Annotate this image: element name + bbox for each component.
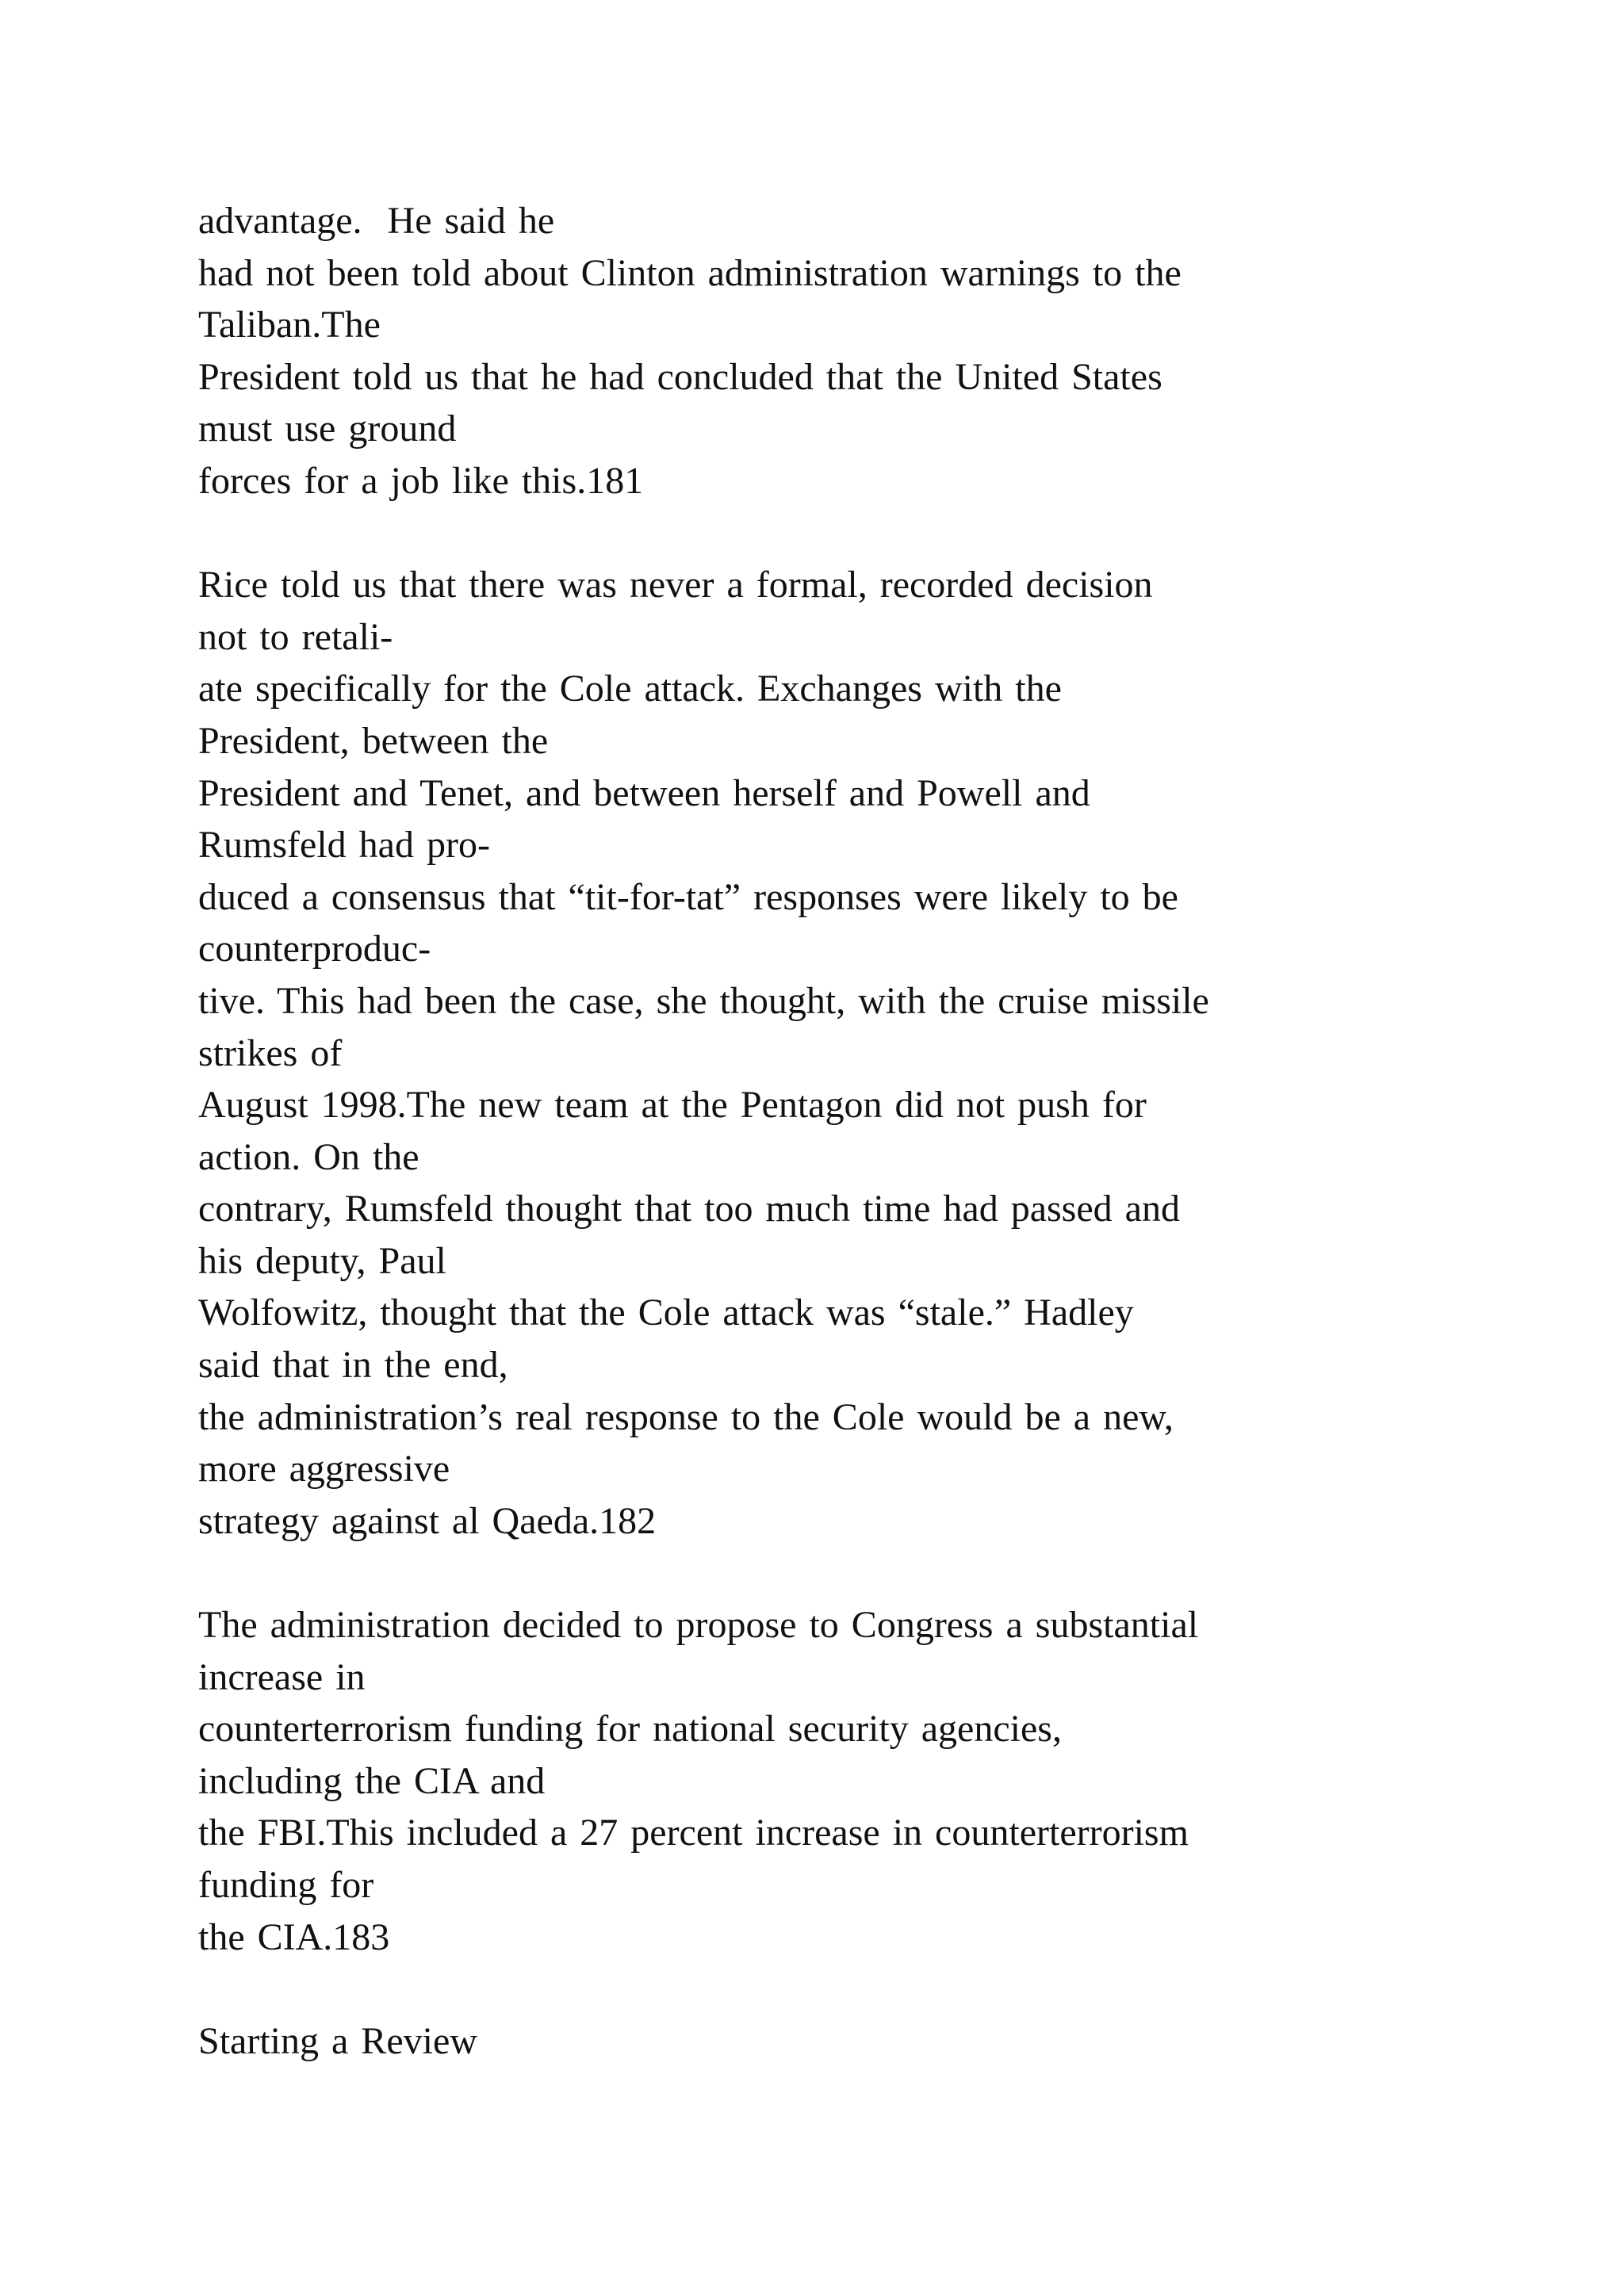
paragraph	[198, 1599, 1562, 1963]
text-line: Taliban.The	[198, 304, 381, 346]
text-line: duced a consensus that “tit-for-tat” responses were likely to be	[198, 875, 1178, 918]
text-line: counterterrorism funding for national security agencies,	[198, 1708, 1062, 1751]
document-text-body	[198, 195, 1562, 2067]
paragraph	[198, 559, 1562, 1547]
text-line: strikes of	[198, 1031, 343, 1074]
text-line: the administration’s real response to the Cole would be a new,	[198, 1395, 1174, 1438]
paragraph-gap	[198, 1547, 1562, 1599]
text-line: contrary, Rumsfeld thought that too much time had passed and	[198, 1188, 1180, 1230]
text-line: said that in the end,	[198, 1344, 508, 1387]
text-line: tive. This had been the case, she thought, with the cruise missile	[198, 979, 1209, 1022]
text-line: Rice told us that there was never a formal, recorded decision	[198, 564, 1153, 607]
text-line: not to retali-	[198, 615, 393, 658]
text-line: the CIA.183	[198, 1915, 390, 1958]
text-line: Rumsfeld had pro-	[198, 824, 490, 867]
text-line: had not been told about Clinton administration warnings to the	[198, 251, 1182, 294]
heading-line: Starting a Review	[198, 2019, 477, 2062]
text-line: strategy against al Qaeda.182	[198, 1499, 657, 1542]
text-line: Wolfowitz, thought that the Cole attack was “stale.” Hadley	[198, 1292, 1134, 1334]
text-line: ate specifically for the Cole attack. Exchanges with the	[198, 668, 1062, 710]
text-line: increase in	[198, 1655, 366, 1698]
text-line: counterproduc-	[198, 928, 431, 970]
text-line: more aggressive	[198, 1448, 450, 1490]
text-line: President, between the	[198, 719, 549, 762]
text-line: President and Tenet, and between herself and Powell and	[198, 771, 1090, 814]
text-line: President told us that he had concluded that the United States	[198, 355, 1162, 398]
text-line: the FBI.This included a 27 percent increase in counterterrorism	[198, 1812, 1189, 1854]
section-heading	[198, 2015, 1562, 2068]
text-line: forces for a job like this.181	[198, 459, 644, 502]
paragraph-gap	[198, 1963, 1562, 2015]
text-line: advantage. He said he	[198, 200, 555, 242]
text-line: including the CIA and	[198, 1759, 546, 1802]
paragraph-gap	[198, 507, 1562, 560]
text-line: August 1998.The new team at the Pentagon did not push for	[198, 1084, 1147, 1127]
paragraph	[198, 195, 1562, 507]
text-line: The administration decided to propose to Congress a substantial	[198, 1604, 1199, 1647]
text-line: his deputy, Paul	[198, 1239, 446, 1282]
text-line: funding for	[198, 1864, 374, 1906]
text-line: must use ground	[198, 408, 457, 450]
text-line: action. On the	[198, 1135, 419, 1178]
